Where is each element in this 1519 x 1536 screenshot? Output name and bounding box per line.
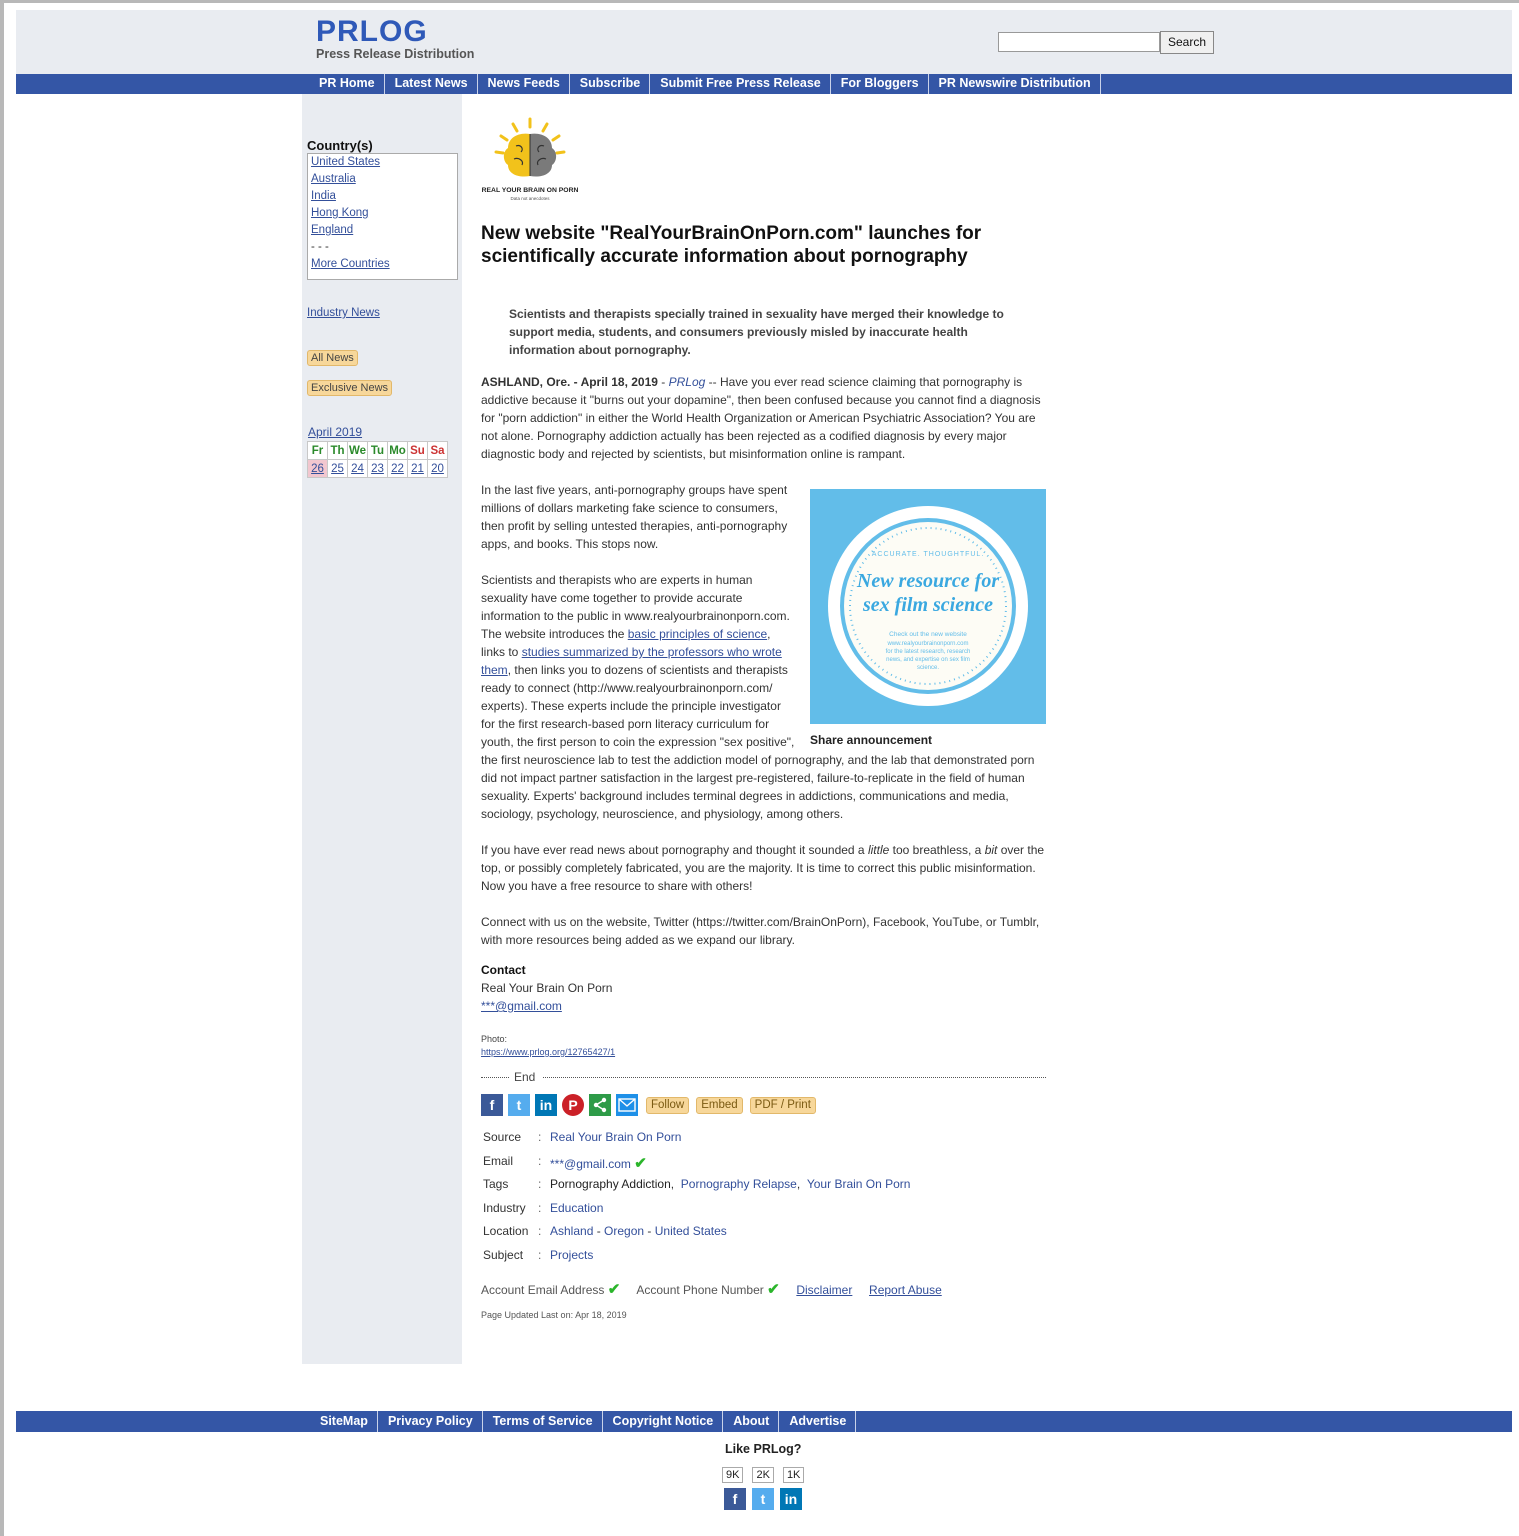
pinterest-icon[interactable]: P	[562, 1094, 584, 1116]
meta-separator: :	[538, 1247, 542, 1262]
twitter-count: 2K	[752, 1467, 773, 1483]
paragraph-4-text-a: If you have ever read news about pornography and thought it sounded a	[481, 843, 868, 857]
end-separator	[481, 1070, 1046, 1084]
footer-terms-link[interactable]: Terms of Service	[483, 1411, 603, 1432]
meta-label: Industry	[483, 1200, 526, 1215]
image-title-line-2: sex film science	[863, 594, 993, 616]
meta-label: Email	[483, 1153, 514, 1168]
meta-label: Source	[483, 1130, 522, 1144]
image-small-text-4: news, and expertise on sex film	[886, 657, 970, 663]
brain-sun-logo-icon	[481, 116, 579, 206]
window-frame-top	[0, 0, 1519, 3]
meta-separator: :	[538, 1153, 542, 1168]
industry-news-link[interactable]: Industry News	[307, 307, 380, 319]
report-abuse-link[interactable]: Report Abuse	[869, 1283, 942, 1297]
more-countries-link[interactable]: More Countries	[311, 258, 390, 270]
meta-label: Subject	[483, 1247, 524, 1262]
country-list	[307, 153, 458, 280]
like-prlog-title: Like PRLog?	[725, 1442, 802, 1456]
meta-separator: :	[538, 1177, 542, 1191]
press-release-meta	[483, 1130, 910, 1271]
left-sidebar	[302, 94, 462, 1364]
page-updated-text: Page Updated Last on: Apr 18, 2019	[481, 1310, 627, 1320]
country-link-hong-kong[interactable]: Hong Kong	[311, 207, 369, 219]
tag-link[interactable]: Pornography Addiction	[550, 1177, 671, 1191]
article-summary: Scientists and therapists specially trained in sexuality have merged their knowledge to support media, students, and consumers previously misled by inaccurate health information about pornography.	[509, 307, 1004, 357]
paragraph-4-emphasis-1: little	[867, 843, 890, 857]
footer-privacy-link[interactable]: Privacy Policy	[378, 1411, 483, 1432]
dateline-dash: -	[657, 375, 669, 389]
meta-row-source	[483, 1130, 910, 1154]
paragraph-4	[481, 841, 1046, 895]
meta-label: Tags	[483, 1177, 509, 1191]
search-button[interactable]: Search	[1160, 31, 1214, 54]
meta-label: Location	[483, 1224, 529, 1238]
meta-value	[550, 1201, 910, 1225]
photo-url-link[interactable]: https://www.prlog.org/12765427/1	[481, 1047, 616, 1057]
account-email-verified: Account Email Address	[481, 1283, 605, 1297]
meta-row-location	[483, 1224, 910, 1248]
countries-title: Country(s)	[307, 138, 373, 153]
verified-check-icon: ✔	[634, 1154, 647, 1172]
calendar-day-header: Mo	[388, 442, 408, 460]
paragraph-4-emphasis-2: bit	[984, 843, 998, 857]
meta-separator: :	[538, 1200, 542, 1215]
share-image-container	[810, 489, 1046, 749]
subject-link[interactable]: Projects	[550, 1247, 594, 1262]
paragraph-1-text: -- Have you ever read science claiming that pornography is addictive because it "burns out your dopamine", then been confused because you cannot find a diagnosis for "porn addiction" in either the World Health Organization or American Psychiatric Association? You are not alone. Pornography addiction actually has been rejected as a codified diagnosis by every major diagnostic body and rejected by scientists, but misinformation online is rampant.	[481, 375, 1041, 461]
calendar-date[interactable]: 25	[328, 460, 348, 478]
paragraph-1	[481, 373, 1046, 463]
logo-title: PRLOG	[316, 15, 428, 48]
meta-row-email	[483, 1154, 910, 1178]
paragraph-2: In the last five years, anti-pornography groups have spent millions of dollars marketing fake science to consumers, then profit by selling untested therapies, anti-pornography apps, and books. This stops now.	[481, 483, 788, 551]
calendar	[307, 441, 448, 478]
calendar-date[interactable]: 22	[388, 460, 408, 478]
country-separator: - - -	[311, 241, 329, 253]
disclaimer-link[interactable]: Disclaimer	[796, 1283, 853, 1297]
linkedin-count: 1K	[783, 1467, 804, 1483]
email-icon[interactable]	[616, 1094, 638, 1116]
paragraph-3-text-a: Scientists and therapists who are experts in human sexuality have come together to provide accurate information to the public in www.realyourbrainonporn.com. The website introduces the	[481, 573, 790, 641]
end-divider-left	[481, 1077, 509, 1078]
nav-pr-home[interactable]: PR Home	[309, 74, 385, 94]
facebook-icon[interactable]: f	[481, 1094, 503, 1116]
meta-value: Pornography Addiction, Pornography Relapse, Your Brain On Porn	[550, 1177, 911, 1191]
footer-nav	[16, 1411, 1512, 1432]
follow-button[interactable]: Follow	[646, 1097, 689, 1114]
image-small-text-3: for the latest research, research	[885, 649, 971, 655]
tag-link[interactable]: Your Brain On Porn	[806, 1177, 911, 1191]
meta-value: Ashland - Oregon - United States	[550, 1224, 727, 1238]
image-caption: Share announcement	[810, 733, 933, 747]
footer-social-icons	[724, 1488, 808, 1510]
share-icon[interactable]	[589, 1094, 611, 1116]
paragraph-3-text-c: , then links you to dozens of scientists and therapists ready to connect (http://www.realyourbrainonporn.com/ experts). These experts include the principle investigator for the first research-based porn literacy curriculum for youth, the first person to coin the expression "sex positive", the first neuroscience lab to test the addiction model of pornography, and the lab that demonstrated porn did not impact partner satisfaction in the largest pre-registered, failure-to-replicate in the field of human sexuality. Experts' background includes terminal degrees in addictions, communications and media, sociology, psychology, neuroscience, and physiology, among others.	[481, 663, 1035, 821]
contact-name: Real Your Brain On Porn	[481, 981, 613, 995]
nav-subscribe[interactable]: Subscribe	[570, 74, 650, 94]
paragraph-4-text-c: over the top, or possibly completely fabricated, you are the majority. It is time to correct this public misinformation. Now you have a free resource to share with others!	[481, 843, 1045, 893]
meta-separator: :	[538, 1224, 542, 1238]
nav-for-bloggers[interactable]: For Bloggers	[831, 74, 929, 94]
meta-row-subject	[483, 1248, 910, 1272]
meta-value	[550, 1248, 910, 1272]
dateline: ASHLAND, Ore. - April 18, 2019	[481, 375, 658, 389]
location-country-link[interactable]: United States	[654, 1224, 727, 1238]
image-small-text-2: www.realyourbrainonporn.com	[887, 641, 969, 647]
country-link-australia[interactable]: Australia	[311, 173, 356, 185]
brand-tagline-text: Data not anecdotes	[510, 196, 550, 201]
calendar-date[interactable]: 20	[428, 460, 448, 478]
calendar-date[interactable]: 21	[408, 460, 428, 478]
pdf-print-button[interactable]: PDF / Print	[750, 1097, 816, 1114]
studies-summarized-link[interactable]: studies summarized by the professors who wrote them	[481, 645, 782, 677]
calendar-date-today[interactable]: 26	[308, 460, 328, 478]
paragraph-3-text-b: , links to	[481, 627, 771, 659]
contact-email-link[interactable]: ***@gmail.com	[481, 999, 562, 1013]
industry-link[interactable]: Education	[550, 1200, 604, 1215]
nav-latest-news[interactable]: Latest News	[385, 74, 478, 94]
twitter-icon[interactable]: t	[508, 1094, 530, 1116]
email-link[interactable]: ***@gmail.com	[550, 1156, 631, 1171]
contact-block	[481, 961, 612, 1015]
calendar-day-header: Fr	[308, 442, 328, 460]
calendar-day-header: Tu	[368, 442, 388, 460]
brand-name-text: REAL YOUR BRAIN ON PORN	[481, 187, 579, 194]
social-counts	[722, 1467, 813, 1483]
footer-advertise-link[interactable]: Advertise	[779, 1411, 856, 1432]
all-news-button[interactable]: All News	[307, 350, 358, 366]
search-input[interactable]	[998, 32, 1160, 52]
contact-label: Contact	[481, 963, 526, 977]
twitter-icon[interactable]: t	[752, 1488, 774, 1510]
calendar-title[interactable]: April 2019	[308, 425, 363, 439]
brand-logo	[481, 116, 579, 206]
exclusive-news-button[interactable]: Exclusive News	[307, 380, 392, 396]
calendar-day-header: Sa	[428, 442, 448, 460]
tag-link[interactable]: Pornography Relapse	[680, 1177, 797, 1191]
image-small-text-5: science.	[916, 665, 940, 671]
meta-row-tags	[483, 1177, 910, 1201]
photo-credit	[481, 1033, 615, 1059]
top-nav	[16, 74, 1512, 94]
nav-news-feeds[interactable]: News Feeds	[478, 74, 570, 94]
basic-principles-link[interactable]: basic principles of science	[627, 627, 768, 641]
linkedin-icon[interactable]: in	[780, 1488, 802, 1510]
country-link-india[interactable]: India	[311, 190, 336, 202]
calendar-date[interactable]: 23	[368, 460, 388, 478]
verified-check-icon: ✔	[767, 1281, 780, 1298]
prlog-source-tag[interactable]: PRLog	[668, 375, 706, 389]
share-toolbar	[481, 1094, 820, 1116]
country-link-england[interactable]: England	[311, 224, 354, 236]
footer-sitemap-link[interactable]: SiteMap	[310, 1411, 378, 1432]
meta-separator: :	[538, 1130, 542, 1144]
nav-submit-free-pr[interactable]: Submit Free Press Release	[650, 74, 831, 94]
article-headline: New website "RealYourBrainOnPorn.com" launches for scientifically accurate information about pornography	[481, 223, 982, 267]
footer-copyright-link[interactable]: Copyright Notice	[603, 1411, 724, 1432]
end-divider-right	[543, 1077, 1046, 1078]
image-title-line-1: New resource for	[856, 570, 1000, 592]
country-link-united-states[interactable]: United States	[311, 156, 381, 168]
logo-subtitle: Press Release Distribution	[316, 47, 475, 61]
nav-pr-newswire[interactable]: PR Newswire Distribution	[929, 74, 1101, 94]
account-verification	[481, 1280, 942, 1298]
facebook-icon[interactable]: f	[724, 1488, 746, 1510]
location-city-link[interactable]: Ashland	[550, 1224, 594, 1238]
calendar-date[interactable]: 24	[348, 460, 368, 478]
paragraph-5: Connect with us on the website, Twitter (https://twitter.com/BrainOnPorn), Facebook, YouTube, or Tumblr, with more resources being added as we expand our library.	[481, 915, 1040, 947]
location-state-link[interactable]: Oregon	[604, 1224, 645, 1238]
image-top-text: ACCURATE. THOUGHTFUL.	[871, 551, 985, 558]
paragraph-4-text-b: too breathless, a	[889, 843, 985, 857]
end-label: End	[514, 1070, 536, 1084]
meta-row-industry	[483, 1201, 910, 1225]
share-announcement-image[interactable]	[810, 489, 1046, 724]
calendar-day-header: Th	[328, 442, 348, 460]
site-header	[16, 10, 1512, 74]
meta-value	[550, 1130, 910, 1154]
window-frame-left	[0, 0, 4, 1536]
calendar-day-header: Su	[408, 442, 428, 460]
photo-label: Photo:	[481, 1034, 508, 1044]
footer-about-link[interactable]: About	[723, 1411, 779, 1432]
article-body	[481, 373, 1046, 967]
source-link[interactable]: Real Your Brain On Porn	[550, 1130, 682, 1144]
verified-check-icon: ✔	[607, 1281, 621, 1298]
facebook-count: 9K	[722, 1467, 743, 1483]
meta-value	[550, 1154, 910, 1178]
linkedin-icon[interactable]: in	[535, 1094, 557, 1116]
embed-button[interactable]: Embed	[696, 1097, 742, 1114]
image-small-text-1: Check out the new website	[889, 631, 967, 638]
account-phone-verified: Account Phone Number	[636, 1283, 764, 1297]
calendar-day-header: We	[348, 442, 368, 460]
prlog-logo[interactable]	[316, 16, 474, 61]
